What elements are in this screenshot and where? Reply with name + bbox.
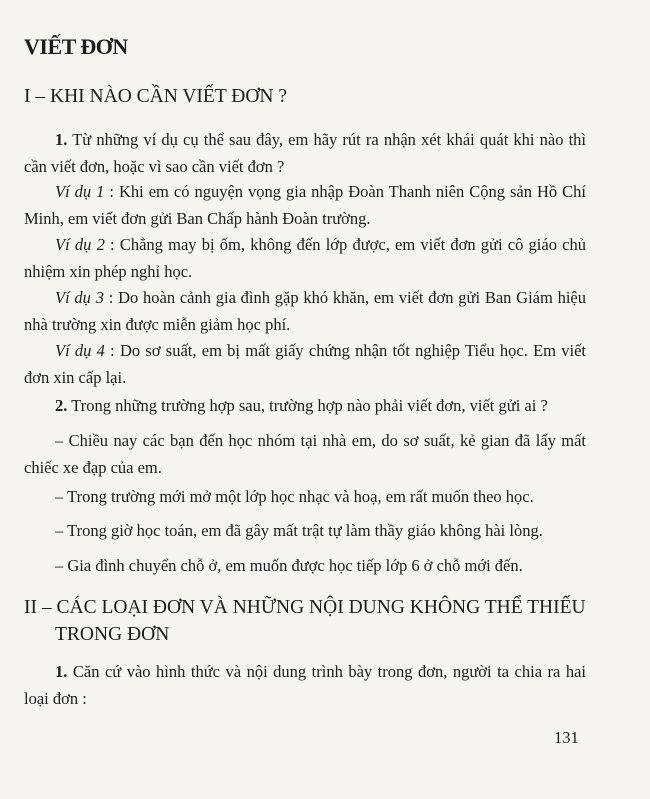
case-2: – Trong trường mới mở một lớp học nhạc và hoạ, em rất muốn theo học. <box>55 487 534 506</box>
example-text: : Do hoàn cảnh gia đình gặp khó khăn, em viết đơn gửi Ban Giám hiệu nhà trường xin được miễn giảm học phí. <box>24 288 586 334</box>
page-number: 131 <box>554 728 579 747</box>
example-4 <box>24 337 586 391</box>
question-text: Trong những trường hợp sau, trường hợp nào phải viết đơn, viết gửi ai ? <box>67 396 548 415</box>
example-label: Ví dụ 4 <box>55 341 105 360</box>
example-text: : Do sơ suất, em bị mất giấy chứng nhận tốt nghiệp Tiểu học. Em viết đơn xin cấp lại. <box>24 341 587 387</box>
question-1 <box>24 126 586 180</box>
question-text: Từ những ví dụ cụ thể sau đây, em hãy rút ra nhận xét khái quát khi nào thì cần viết đơn, hoặc vì sao cần viết đơn ? <box>24 130 586 176</box>
example-3 <box>24 284 586 338</box>
section-2-question-1 <box>24 658 586 712</box>
example-label: Ví dụ 3 <box>55 288 104 307</box>
section-1-heading: I – KHI NÀO CẦN VIẾT ĐƠN ? <box>24 86 288 107</box>
question-2 <box>24 392 586 419</box>
case-3: – Trong giờ học toán, em đã gây mất trật tự làm thầy giáo không hài lòng. <box>55 521 543 540</box>
question-number: 2. <box>55 396 68 415</box>
case-4: – Gia đình chuyển chỗ ở, em muốn được học tiếp lớp 6 ở chỗ mới đến. <box>55 556 523 575</box>
example-text: : Khi em có nguyện vọng gia nhập Đoàn Thanh niên Cộng sản Hồ Chí Minh, em viết đơn gửi Ban Chấp hành Đoàn trường. <box>24 182 586 228</box>
page-title: VIẾT ĐƠN <box>24 34 128 59</box>
question-text: Căn cứ vào hình thức và nội dung trình bày trong đơn, người ta chia ra hai loại đơn : <box>24 662 586 708</box>
question-number: 1. <box>55 130 68 149</box>
example-text: : Chẳng may bị ốm, không đến lớp được, em viết đơn gửi cô giáo chủ nhiệm xin phép nghỉ học. <box>24 235 586 281</box>
question-number: 1. <box>55 662 68 681</box>
example-2 <box>24 231 586 285</box>
case-1: – Chiều nay các bạn đến học nhóm tại nhà em, do sơ suất, kẻ gian đã lấy mất chiếc xe đạp của em. <box>24 431 586 477</box>
section-2-heading: II – CÁC LOẠI ĐƠN VÀ NHỮNG NỘI DUNG KHÔNG THỂ THIẾU TRONG ĐƠN <box>24 597 586 645</box>
example-label: Ví dụ 2 <box>55 235 105 254</box>
example-label: Ví dụ 1 <box>55 182 105 201</box>
example-1 <box>24 178 586 232</box>
